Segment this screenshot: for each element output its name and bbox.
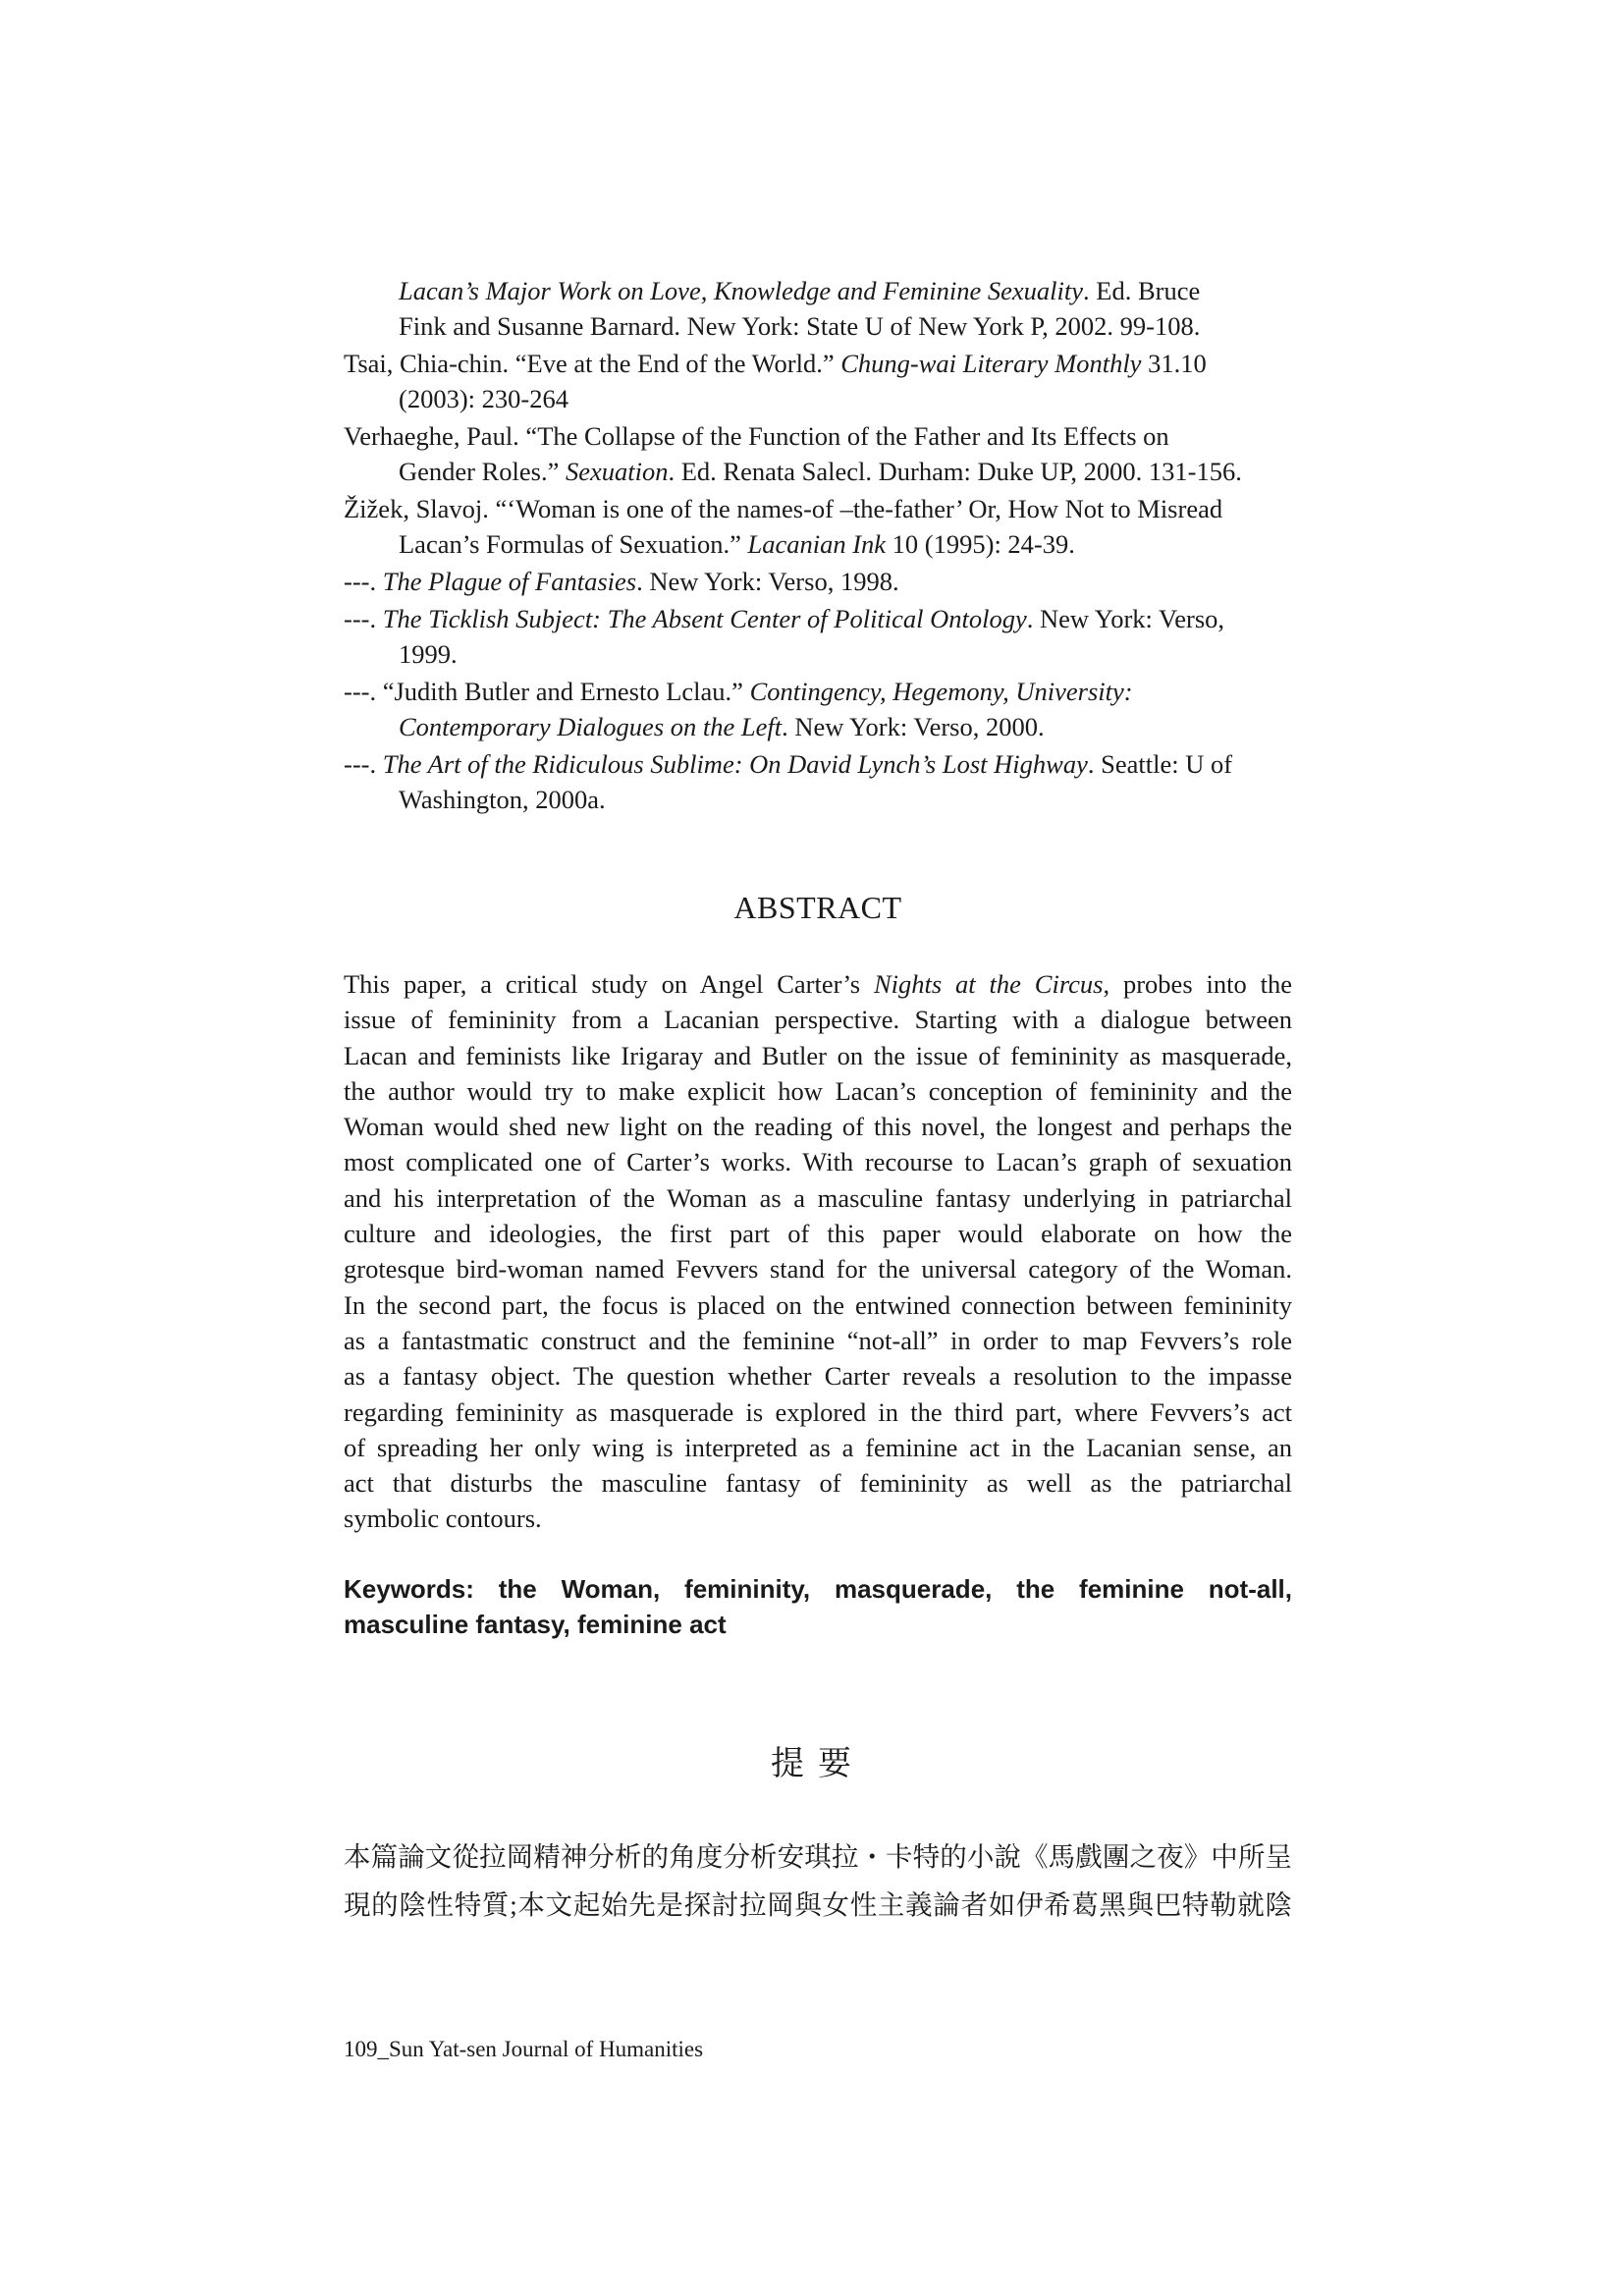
abstract-line xyxy=(344,1038,1292,1073)
reference-line xyxy=(344,491,1292,526)
abstract-line xyxy=(344,1144,1292,1179)
page-footer: 109_Sun Yat-sen Journal of Humanities xyxy=(344,2037,704,2061)
text-run: . Seattle: U of xyxy=(1087,749,1233,779)
text-run: as a fantasy object. The question whether Carter reveals a resolution to the impasse xyxy=(344,1361,1292,1392)
references-list xyxy=(344,273,1292,817)
text-run: as a fantastmatic construct and the feminine “not-all” in order to map Fevvers’s role xyxy=(344,1325,1292,1355)
reference-line xyxy=(344,381,1292,416)
italic-title: Lacan’s Major Work on Love, Knowledge and Feminine Sexuality xyxy=(399,276,1084,305)
chinese-abstract-body xyxy=(344,1832,1292,1929)
reference-line xyxy=(344,564,1292,599)
reference-line xyxy=(344,454,1292,489)
chinese-abstract-heading: 提要 xyxy=(771,1746,865,1782)
abstract-line xyxy=(344,1002,1292,1037)
text-run: issue of femininity from a Lacanian perspective. Starting with a dialogue between xyxy=(344,1005,1292,1035)
text-run: ---. “Judith Butler and Ernesto Lclau.” xyxy=(344,677,750,706)
text-run: Gender Roles.” xyxy=(399,457,566,486)
text-run: Fink and Susanne Barnard. New York: State U of New York P, 2002. 99-108. xyxy=(399,311,1201,341)
italic-title: Contingency, Hegemony, University: xyxy=(749,677,1133,706)
text-run: Tsai, Chia-chin. “Eve at the End of the World.” xyxy=(344,349,841,378)
italic-title: Sexuation xyxy=(566,457,669,486)
reference-line xyxy=(344,418,1292,454)
reference-line xyxy=(344,674,1292,709)
text-run: Washington, 2000a. xyxy=(399,785,606,814)
abstract-line xyxy=(344,1430,1292,1465)
text-run: regarding femininity as masquerade is explored in the third part, where Fevvers’s act xyxy=(344,1396,1292,1427)
text-run: . New York: Verso, 1998. xyxy=(636,567,899,596)
italic-title: Chung-wai Literary Monthly xyxy=(840,349,1142,378)
italic-title: Lacanian Ink xyxy=(747,529,887,559)
reference-line xyxy=(344,308,1292,344)
reference-line xyxy=(344,636,1292,672)
abstract-line xyxy=(344,1501,1292,1536)
text-run: of spreading her only wing is interpreted as a feminine act in the Lacanian sense, an xyxy=(344,1432,1292,1462)
text-run: culture and ideologies, the first part of this paper would elaborate on how the xyxy=(344,1219,1292,1249)
italic-title: Nights at the Circus xyxy=(873,969,1104,999)
reference-line xyxy=(344,526,1292,562)
text-run: act that disturbs the masculine fantasy of femininity as well as the patriarchal xyxy=(344,1468,1292,1499)
abstract-line xyxy=(344,1358,1292,1394)
keywords-line: Keywords: the Woman, femininity, masquerade, the feminine not-all, xyxy=(344,1574,1292,1604)
text-run: ---. xyxy=(344,604,383,633)
text-run: . New York: Verso, xyxy=(1026,604,1225,633)
text-run: Verhaeghe, Paul. “The Collapse of the Function of the Father and Its Effects on xyxy=(344,421,1169,451)
italic-title: The Plague of Fantasies xyxy=(382,567,637,596)
abstract-line xyxy=(344,1323,1292,1358)
text-run: Lacan and feminists like Irigaray and Butler on the issue of femininity as masquerade, xyxy=(344,1040,1292,1070)
text-run: Lacan’s Formulas of Sexuation.” xyxy=(399,529,748,559)
chinese-abstract-line: 現的陰性特質;本文起始先是探討拉岡與女性主義論者如伊希葛黑與巴特勒就陰 xyxy=(344,1889,1292,1920)
italic-title: Contemporary Dialogues on the Left xyxy=(399,712,783,741)
text-run: In the second part, the focus is placed on the entwined connection between femininity xyxy=(344,1289,1292,1320)
text-run: 31.10 xyxy=(1141,349,1207,378)
reference-line xyxy=(344,709,1292,744)
keywords xyxy=(344,1571,1292,1642)
italic-title: The Ticklish Subject: The Absent Center of Political Ontology xyxy=(382,604,1027,633)
text-run: and his interpretation of the Woman as a masculine fantasy underlying in patriarchal xyxy=(344,1182,1292,1213)
abstract-line xyxy=(344,966,1292,1002)
text-run: ---. xyxy=(344,749,383,779)
abstract-heading: ABSTRACT xyxy=(733,890,902,925)
text-run: most complicated one of Carter’s works. With recourse to Lacan’s graph of sexuation xyxy=(344,1147,1292,1177)
text-run: grotesque bird-woman named Fevvers stand for the universal category of the Woman. xyxy=(344,1254,1292,1285)
text-run: Woman would shed new light on the reading of this novel, the longest and perhaps the xyxy=(344,1112,1292,1142)
abstract-line xyxy=(344,1216,1292,1251)
reference-line xyxy=(344,782,1292,817)
reference-line xyxy=(344,346,1292,381)
abstract-line xyxy=(344,1287,1292,1323)
abstract-line xyxy=(344,1394,1292,1430)
text-run: , probes into the xyxy=(1103,969,1292,999)
italic-title: The Art of the Ridiculous Sublime: On David Lynch’s Lost Highway xyxy=(382,749,1088,779)
text-run: . Ed. Bruce xyxy=(1083,276,1201,305)
abstract-body xyxy=(344,966,1292,1537)
text-run: 1999. xyxy=(399,639,458,669)
text-run: . New York: Verso, 2000. xyxy=(782,712,1045,741)
text-run: 10 (1995): 24-39. xyxy=(886,529,1075,559)
text-run: This paper, a critical study on Angel Carter’s xyxy=(344,969,874,999)
abstract-line xyxy=(344,1251,1292,1286)
text-run: . Ed. Renata Salecl. Durham: Duke UP, 2000. 131-156. xyxy=(668,457,1242,486)
keywords-line: masculine fantasy, feminine act xyxy=(344,1610,727,1639)
text-run: ---. xyxy=(344,567,383,596)
chinese-abstract-line: 本篇論文從拉岡精神分析的角度分析安琪拉・卡特的小說《馬戲團之夜》中所呈 xyxy=(344,1841,1292,1872)
reference-line xyxy=(344,746,1292,782)
abstract-line xyxy=(344,1073,1292,1109)
reference-line xyxy=(344,601,1292,636)
abstract-line xyxy=(344,1465,1292,1501)
abstract-line xyxy=(344,1109,1292,1144)
abstract-line xyxy=(344,1180,1292,1216)
text-run: symbolic contours. xyxy=(344,1503,542,1534)
text-run: (2003): 230-264 xyxy=(399,384,568,413)
text-run: Žižek, Slavoj. “‘Woman is one of the names-of –the-father’ Or, How Not to Misread xyxy=(344,494,1223,523)
text-run: the author would try to make explicit how Lacan’s conception of femininity and the xyxy=(344,1075,1292,1106)
reference-line xyxy=(344,273,1292,308)
